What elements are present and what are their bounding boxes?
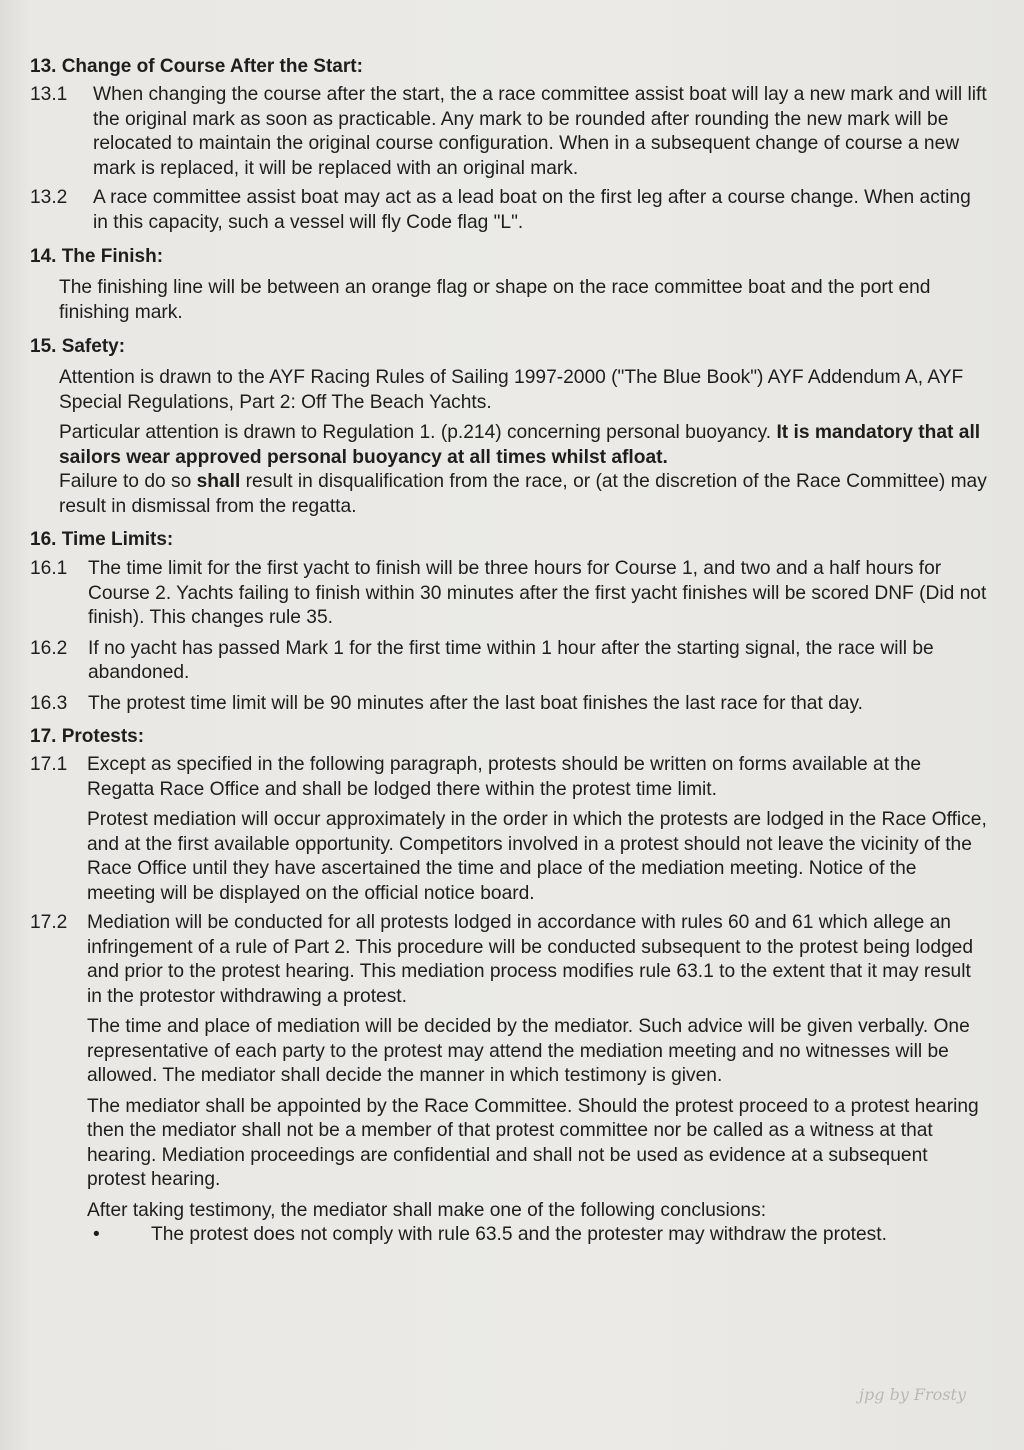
clause-number: 17.1: [30, 754, 68, 775]
section-14-heading: 14. The Finish:: [30, 246, 164, 267]
clause-17-2: [30, 911, 990, 1248]
conclusion-text: The protest does not comply with rule 63.5 and the protester may withdraw the protest.: [151, 1224, 887, 1245]
safety-paragraph-3: [59, 470, 990, 519]
section-13-heading: 13. Change of Course After the Start:: [30, 56, 363, 77]
mediator-conclusions-intro: After taking testimony, the mediator shall make one of the following conclusions:: [87, 1199, 767, 1221]
safety-shall-emphasis: shall: [196, 471, 241, 492]
clause-number: 13.1: [30, 84, 68, 105]
clause-number: 16.3: [30, 692, 68, 714]
clause-16-2: [30, 637, 990, 686]
safety-mandatory-notice: It is mandatory that all sailors wear approved personal buoyancy at all times whilst afloat.: [59, 422, 981, 468]
safety-text: Particular attention is drawn to Regulation 1. (p.214) concerning personal buoyancy.: [59, 422, 777, 443]
section-15-heading: 15. Safety:: [30, 336, 126, 357]
section-16-heading: 16. Time Limits:: [30, 529, 174, 550]
clause-number: 17.2: [30, 912, 68, 933]
clause-text: If no yacht has passed Mark 1 for the first time within 1 hour after the starting signal, the race will be abandoned.: [88, 637, 934, 683]
clause-text: The protest time limit will be 90 minutes after the last boat finishes the last race for that day.: [88, 692, 863, 714]
mediation-order-text: Protest mediation will occur approximately in the order in which the protests are lodged in the Race Office, and at the first available opportunity. Competitors involved in a protest should not leave the vicinity of the Race Office until they have ascertained the time and place of the mediation meeting. Notice of the meeting will be displayed on the official notice board.: [87, 809, 987, 904]
clause-13-1: [30, 83, 990, 181]
clause-16-1: [30, 557, 990, 631]
conclusion-list-item: [87, 1223, 990, 1248]
clause-number: 13.2: [30, 187, 68, 208]
clause-17-1: [30, 753, 990, 906]
clause-text: A race committee assist boat may act as a lead boat on the first leg after a course change. When acting in this capacity, such a vessel will fly Code flag "L".: [93, 187, 971, 233]
safety-text: Failure to do so: [59, 471, 197, 492]
safety-paragraph-2: [59, 421, 990, 470]
clause-13-2: [30, 186, 990, 235]
document-body: [30, 54, 990, 1248]
clause-text: Mediation will be conducted for all protests lodged in accordance with rules 60 and 61 which allege an infringement of a rule of Part 2. This procedure will be conducted subsequent to the protest being lodged and prior to the protest hearing. This mediation process modifies rule 63.1 to the extent that it may result in the protestor withdrawing a protest.: [87, 912, 974, 1007]
mediation-time-place-text: The time and place of mediation will be decided by the mediator. Such advice will be given verbally. One representative of each party to the protest may attend the mediation meeting and no witnesses will be allowed. The mediator shall decide the manner in which testimony is given.: [87, 1016, 970, 1086]
clause-text: Except as specified in the following paragraph, protests should be written on forms available at the Regatta Race Office and shall be lodged there within the protest time limit.: [87, 754, 922, 800]
bullet-icon: •: [93, 1224, 100, 1245]
section-17-heading: 17. Protests:: [30, 726, 145, 747]
clause-text: The time limit for the first yacht to finish will be three hours for Course 1, and two and a half hours for Course 2. Yachts failing to finish within 30 minutes after the first yacht finishes will be scored DNF (Did not finish). This changes rule 35.: [88, 558, 987, 628]
clause-number: 16.2: [30, 637, 68, 659]
clause-16-3: [30, 692, 990, 717]
safety-text-end: result in disqualification from the race, or (at the discretion of the Race Committee) may result in dismissal from the regatta.: [59, 471, 987, 517]
mediator-appointment-text: The mediator shall be appointed by the Race Committee. Should the protest proceed to a protest hearing then the mediator shall not be a member of that protest committee nor be called as a witness at that hearing. Mediation proceedings are confidential and shall not be used as evidence at a subsequent protest hearing.: [87, 1095, 979, 1190]
safety-paragraph-1: Attention is drawn to the AYF Racing Rules of Sailing 1997-2000 ("The Blue Book") AYF Addendum A, AYF Special Regulations, Part 2: Off The Beach Yachts.: [59, 367, 964, 413]
clause-text: When changing the course after the start, the a race committee assist boat will lay a new mark and will lift the original mark as soon as practicable. Any mark to be rounded after rounding the new mark will be relocated to maintain the original course configuration. When in a subsequent change of course a new mark is replaced, it will be replaced with an original mark.: [93, 84, 987, 179]
watermark: jpg by Frosty: [859, 1385, 966, 1404]
finish-text: The finishing line will be between an orange flag or shape on the race committee boat and the port end finishing mark.: [59, 277, 931, 323]
clause-number: 16.1: [30, 558, 68, 579]
